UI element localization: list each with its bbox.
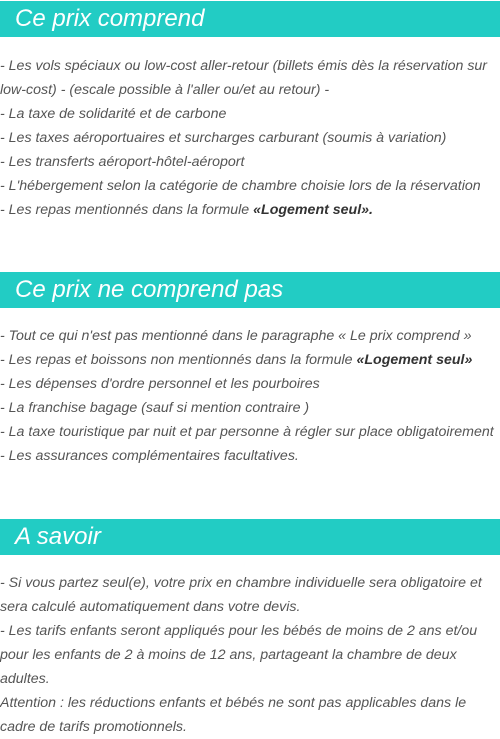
not-included-item-meals-formula: «Logement seul» <box>356 352 473 368</box>
included-item: - Les vols spéciaux ou low-cost aller-retour (billets émis dès la réservation sur low-cost) - (escale possible à l'aller ou/et au retour) - <box>0 58 488 98</box>
not-included-item-meals-text: - Les repas et boissons non mentionnés dans la formule <box>0 352 357 368</box>
included-list <box>0 54 500 222</box>
section-title-included: Ce prix comprend <box>0 1 500 37</box>
section-title-not-included: Ce prix ne comprend pas <box>0 272 500 308</box>
not-included-item: - Les dépenses d'ordre personnel et les pourboires <box>0 376 320 392</box>
not-included-item-meals <box>0 348 500 372</box>
not-included-item: - La franchise bagage (sauf si mention contraire ) <box>0 400 310 416</box>
about-paragraph: - Les tarifs enfants seront appliqués pour les bébés de moins de 2 ans et/ou pour les enfants de 2 à moins de 12 ans, partageant la chambre de deux adultes. <box>0 623 478 687</box>
included-item: - L'hébergement selon la catégorie de chambre choisie lors de la réservation <box>0 178 481 194</box>
not-included-item: - Tout ce qui n'est pas mentionné dans le paragraphe « Le prix comprend » <box>0 328 472 344</box>
included-item: - Les taxes aéroportuaires et surcharges carburant (soumis à variation) <box>0 130 447 146</box>
included-item-meals-text: - Les repas mentionnés dans la formule <box>0 202 254 218</box>
included-item: - La taxe de solidarité et de carbone <box>0 106 227 122</box>
included-item: - Les transferts aéroport-hôtel-aéroport <box>0 154 245 170</box>
not-included-item: - La taxe touristique par nuit et par personne à régler sur place obligatoirement <box>0 424 494 440</box>
included-item-meals-formula: «Logement seul». <box>253 202 373 218</box>
about-paragraph: Attention : les réductions enfants et bébés ne sont pas applicables dans le cadre de tarifs promotionnels. <box>0 695 467 735</box>
about-text <box>0 571 500 739</box>
section-title-about: A savoir <box>0 519 500 555</box>
not-included-list <box>0 324 500 468</box>
about-paragraph: - Si vous partez seul(e), votre prix en chambre individuelle sera obligatoire et sera calculé automatiquement dans votre devis. <box>0 575 482 615</box>
included-item-meals <box>0 198 500 222</box>
not-included-item: - Les assurances complémentaires facultatives. <box>0 448 299 464</box>
